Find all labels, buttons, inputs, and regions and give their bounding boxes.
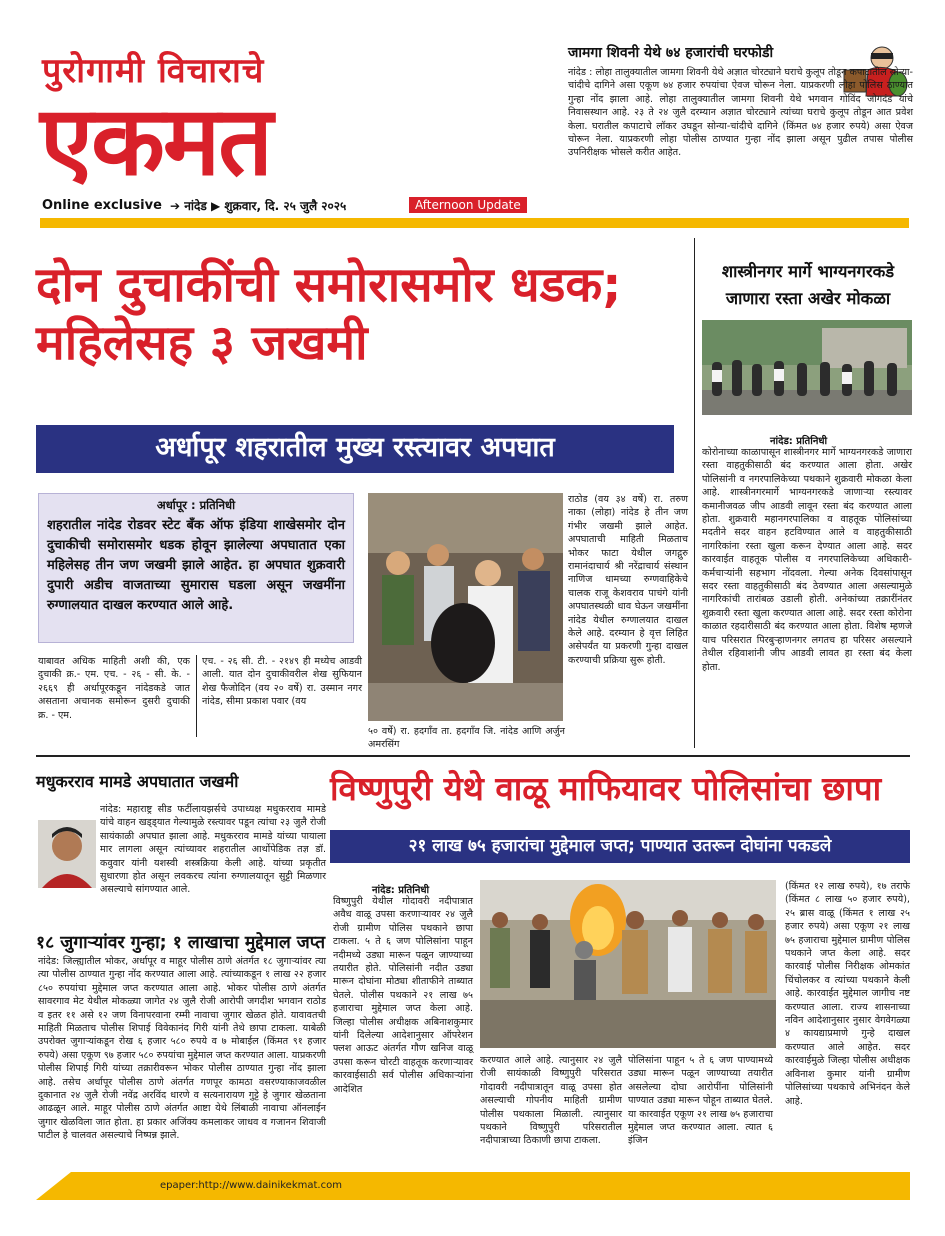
- column-rule: [196, 655, 197, 737]
- footer-corner: [36, 1172, 71, 1200]
- madhukar-headline: मधुकरराव मामडे अपघातात जखमी: [36, 772, 239, 791]
- lead-photo-continuation: ५० वर्षे) रा. हदगाँव ता. हदगाँव जि. नांदेड आणि अर्जुन अमरसिंग: [368, 726, 565, 751]
- top-brief-headline: जामगा शिवनी येथे ७४ हजारांची घरफोडी: [568, 45, 774, 61]
- side-byline: नांदेड: प्रतिनिधी: [770, 436, 828, 447]
- lead-intro: शहरातील नांदेड रोडवर स्टेट बँक ऑफ इंडिया शाखेसमोर दोन दुचाकीची समोरासमोर धडक होवून झालेल्या अपघातात एका महिलेसह तीन जण जखमी झाले आहेत. हा अपघात शुक्रवारी दुपारी अडीच वाजताच्या सुमारास घडला असून जखमींना रुग्णालयात दाखल करण्यात आले आहे.: [47, 518, 345, 613]
- masthead-tagline: पुरोगामी विचाराचे: [42, 51, 265, 91]
- vishnupuri-column-1: विष्णुपुरी येथील गोदावरी नदीपात्रात अवैध वाळू उपसा करणाऱ्यावर २४ जुलै रोजी ग्रामीण पोलिस पथकाने छापा टाकला. ५ ते ६ जण पोलिसांना पाहून नदीमध्ये उड्या मारून पळून जाण्याच्या तयारीत होते. पोलिसांनी नदीत उड्या मारून दोघांना मोठ्या शीताफीने ताब्यात घेतले. पोलीस पथकाने २१ लाख ७५ हजाराचा मुद्देमाल जप्त केला आहे. जिल्हा पोलीस अधीक्षक अबिनाशकुमार यांनी दिलेल्या आदेशानुसार ऑपरेशन फ्लश आऊट अंतर्गत गौण खनिज वाळू उपसा करून चोरटी वाहतूक करणाऱ्यावर कारवाईसाठी सर्व पोलीस अधिकाऱ्यांना आदेशित: [333, 896, 473, 1095]
- section-rule: [694, 238, 695, 748]
- vishnupuri-byline: नांदेड: प्रतिनिधी: [372, 885, 430, 896]
- gamblers-body: नांदेड: जिल्ह्यातील भोकर, अर्धापूर व माहूर पोलीस ठाणे अंतर्गत १८ जुगाऱ्यांवर त्या त्या पोलीस ठाण्यात गुन्हा नोंद करण्यात आला आहे. त्यांच्याकडून १ लाख २२ हजार ८५० रुपयांचा मुद्देमाल जप्त करण्यात आला आहे. भोकर पोलीस ठाणे अंतर्गत सावरगाव मेट येथील मोकळ्या जागेत २४ जुलै रोजी आरोपी जगदीश भगवान राठोड व इतर ११ असे १२ जण विनापरवाना रम्मी नावाचा जुगार खेळत होते. यावावतची माहिती मिळताच पोलीस शिपाई विवेकानंद गिरी यांनी तेथे छापा टाकला. याबेळी उपरोक्त जुगाऱ्यांकडून रोख ६ हजार ५८० रुपये व ७ मोबाईल (किंमत ९१ हजार रुपये) असा एकूण ९७ हजार ५८० रुपयांचा मुद्देमाल जप्त करण्यात आला. याप्रकरणी पोलीस शिपाई गिरी यांच्या तक्रारीवरून भोकर पोलीस ठाण्यात गुन्हा नोंद झाला आहे. तसेच अर्धापूर पोलीस ठाणे अंतर्गत गणपूर कामठा वसरण्याकाजवळील दुकानात २४ जुलै रोजी नवेंद्र अरविंद धारणे व सत्यनारायण गुट्टे हे जुगार खेळताना आढळून आले. माहूर पोलीस ठाणे अंतर्गत आष्टा येथे लिंबाळी नावाचा ऑनलाईन जुगार खेळविला जात होता. हा प्रकार अजिंक्य कमलाकर जाधव व गजानन शिवाजी पाटील हे चालवत असल्याचे निष्पन्न झाले.: [38, 956, 326, 1142]
- vishnupuri-column-2: करण्यात आले आहे. त्यानुसार २४ जुलै रोजी सायंकाळी विष्णुपुरी परिसरात गोदावरी नदीपात्रातून वाळू उपसा होत असल्याची गोपनीय माहिती ग्रामीण पोलीस पथकाला मिळाली. त्यानुसार पथकाने विष्णुपुरी परिसरातील नदीपात्राच्या ठिकाणी छापा टाकला.: [480, 1055, 622, 1147]
- lead-subheadline: अर्धापूर शहरातील मुख्य रस्त्यावर अपघात: [36, 425, 674, 473]
- vishnupuri-raid-photo: [480, 880, 776, 1048]
- lead-accident-photo: [368, 493, 563, 721]
- vishnupuri-column-3: पोलिसांना पाहून ५ ते ६ जण पाण्यामध्ये उड्या मारून पळून जाण्याच्या तयारीत असलेल्या दोघा आरोपींना पोलिसांनी पाण्यात उड्या मारून पोहून ताब्यात घेतले. या कारवाईत एकूण २१ लाख ७५ हजाराचा मुद्देमाल जप्त करण्यात आला. त्यात ६ इंजिन: [628, 1055, 773, 1147]
- lead-byline: अर्धापूर : प्रतिनिधी: [156, 498, 236, 512]
- gamblers-headline: १८ जुगाऱ्यांवर गुन्हा; १ लाखाचा मुद्देमाल जप्त: [36, 933, 326, 953]
- section-divider: [36, 755, 910, 757]
- header-divider-bar: [40, 218, 909, 228]
- side-body: कोरोनाच्या काळापासून शास्त्रीनगर मार्गे भाग्यनगरकडे जाणारा रस्ता वाहतुकीसाठी बंद करण्यात आला होता. अखेर पोलिसांनी व नगरपालिकेच्या पथकाने शुक्रवारी मोकळा केला आहे. शास्त्रीनगरमार्गे भाग्यनगरकडे जाणाऱ्या रस्त्यावर कमानीजवळ जीप आडवी लावून रस्ता बंद करण्यात आला होता. शुक्रवारी महानगरपालिका व वाहतूक पोलिसांच्या मदतीने सदर वाहन हटविण्यात आले व वाहतुकीसाठी नागरिकांना रस्ता खुला करून देण्यात आला आहे. सदर कारवाईत वाहतूक पोलीस व नगरपालिकेच्या अधिकारी-कर्मचाऱ्यांनी सहभाग नोंदवला. गेल्या अनेक दिवसांपासून सदर रस्ता वाहतुकीसाठी बंद ठेवण्यात आला असल्यामुळे नागरिकांची तारांबळ उडाली होती. अनेकांच्या तक्रारींनंतर शुक्रवारी रस्ता खुला करण्यात आला आहे. सदर रस्ता कोरोना काळात रहदारीसाठी बंद करण्यात आला होता. विशेष म्हणजे याच परिसरात पिरबुऱ्हाणनगर लगतच हा परिसर असल्याने तेथील रहिवाशांनी जीप आडवी लावत हा रस्ता बंद केला होता.: [702, 447, 912, 673]
- vishnupuri-subheadline: २१ लाख ७५ हजारांचा मुद्देमाल जप्त; पाण्यात उतरून दोघांना पकडले: [330, 830, 910, 863]
- side-headline: शास्त्रीनगर मार्गे भाग्यनगरकडे जाणारा रस्ता अखेर मोकळा: [721, 262, 895, 308]
- lead-column-3: राठोड (वय ३४ वर्षे) रा. तरुण नाका (लोहा) नांदेड हे तीन जण गंभीर जखमी झाले आहेत. अपघाताची माहिती मिळताच भोकर फाटा येथील जगद्गुरु रामानंदाचार्य श्री नरेंद्राचार्य संस्थान नाणिज धामच्या रुग्णवाहिकेचे चालक राजू केशवराव पाचंगे यांनी अपघातस्थळी धाव घेऊन जखमींना नांदेड येथील रुग्णालयात दाखल केले आहे. दरम्यान हे वृत्त लिहित असेपर्यंत या प्रकरणी गुन्हा दाखल करण्याची प्रक्रिया सुरू होती.: [568, 494, 688, 666]
- edition-badge: Afternoon Update: [409, 197, 527, 213]
- top-brief-body: नांदेड : लोहा तालुक्यातील जामगा शिवनी येथे अज्ञात चोरट्याने घराचे कुलूप तोडून कपाटातील सोन्या-चांदीचे दागिने असा एकूण ७४ हजार रुपयांचा ऐवज चोरून नेला. याप्रकरणी लोहा पोलिस ठाण्यात गुन्हा नोंद झाला आहे. लोहा तालुक्यातील जामगा शिवनी येथे भगवान गोविंद जोगदंड यांचे निवासस्थान आहे. २३ ते २४ जुलै दरम्यान अज्ञात चोरट्याने त्यांच्या घराचे कुलूप तोडून आत प्रवेश केला. घरातील कपाटाचे लॉकर उघडून सोन्या-चांदीचे दागिने (किंमत ७४ हजार रुपये) असा ऐवज चोरून नेला. याप्रकरणी लोहा पोलीस ठाण्यात गुन्हा नोंद झाला असून पुढील तपास पोलीस उपनिरीक्षक भोसले करीत आहेत.: [568, 67, 913, 159]
- lead-intro-box: [38, 493, 354, 643]
- side-road-photo: [702, 320, 912, 415]
- lead-headline: दोन दुचाकींची समोरासमोर धडक; महिलेसह ३ जखमी: [36, 257, 622, 371]
- online-exclusive-label: Online exclusive: [42, 198, 162, 213]
- lead-column-1: याबावत अधिक माहिती अशी की, एक दुचाकी क्र.- एम. एच. - २६ - सी. के. - २६६९ ही अर्धापूरकडून नांदेडकडे जात असताना अचानक समोरून दुसरी दुचाकी क्र. - एम.: [38, 656, 190, 721]
- lead-column-2: एच. - २६ सी. टी. - २१४९ ही मध्येच आडवी आली. यात दोन दुचाकीवरील शेख सुफियान शेख फैजोदिन (वय २० वर्षे) रा. उस्मान नगर नांदेड, सीमा प्रकाश पवार (वय: [202, 656, 362, 708]
- epaper-link[interactable]: epaper:http://www.dainikekmat.com: [160, 1180, 342, 1191]
- vishnupuri-headline: विष्णुपुरी येथे वाळू माफियावर पोलिसांचा छापा: [330, 769, 882, 808]
- dateline: ➔ नांदेड ▶ शुक्रवार, दि. २५ जुलै २०२५: [170, 199, 347, 213]
- madhukar-body: [38, 803, 326, 897]
- masthead-logo: एकमत: [40, 84, 271, 197]
- madhukar-body-text: नांदेड: महाराष्ट्र सीड फर्टीलायझर्सचे उपाध्यक्ष मधुकरराव मामडे यांचे वाहन खड्ड्यात गेल्यामुळे रस्त्यावर पडून त्यांचा २३ जुलै रोजी सायंकाळी अपघात झाला आहे. मधुकरराव मामडे यांच्या पायाला मार लागला असून त्यांच्यावर शहरातील आर्थोपेडिक तज्ञ डॉ. कवुवार यांनी यशस्वी शस्त्रक्रिया केली आहे. यांच्या प्रकृतीत सुधारणा होत असून लवकरच त्यांना रुग्णालयातून सुट्टी मिळणार असल्याचे सांगण्यात आले.: [100, 804, 326, 896]
- vishnupuri-column-4: (किंमत १२ लाख रुपये), १७ तराफे (किंमत ८ लाख ५० हजार रुपये), २५ ब्रास वाळू (किंमत १ लाख २५ हजार रुपये) असा एकूण २१ लाख ७५ हजाराचा मुद्देमाल ग्रामीण पोलिस पथकाने जप्त केला आहे. सदर कारवाई पोलीस निरीक्षक ओमकांत चिंचोलकर व त्यांच्या पथकाने केली आहे. कारवाईत मुद्देमाल जागीच नष्ट करण्यात आला. राज्य शासनाच्या नविन आदेशानुसार नुसार वेगवेगळ्या ४ कायद्याप्रमाणे गुन्हे दाखल करण्यात आले आहेत. सदर कारवाईमुळे जिल्हा पोलीस अधीक्षक अविनाश कुमार यांनी ग्रामीण पोलिसांच्या पथकाचे अभिनंदन केले आहे.: [785, 881, 910, 1107]
